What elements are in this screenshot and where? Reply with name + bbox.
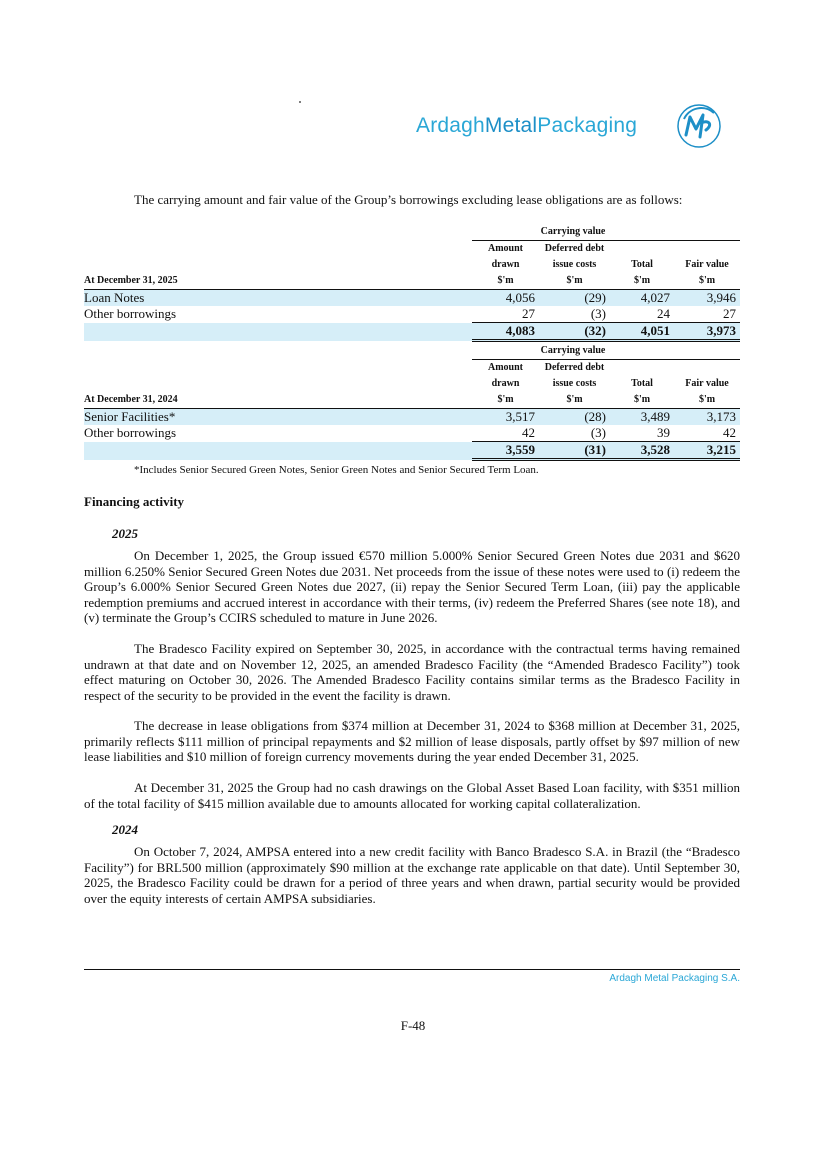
fair-value-rule: [674, 343, 740, 360]
total-value: 3,528: [610, 442, 674, 460]
col-header-deferred-costs: Deferred debt issue costs $'m: [539, 241, 610, 290]
table-row: [84, 409, 740, 426]
logo-wordmark: [416, 114, 637, 138]
paragraph-bradesco-facility: On October 7, 2024, AMPSA entered into a new credit facility with Banco Bradesco S.A. in Brazil (the “Bradesco Facility”) for BRL500 million (approximately $90 million at the exchange rate applicable on that date). Until September 30, 2025, the Bradesco Facility could be drawn for a period of three years and when drawn, partial security would be provided over the equity interests of certain AMPSA subsidiaries.: [84, 844, 740, 906]
cell-value: 42: [472, 425, 539, 442]
paragraph-abl-facility: At December 31, 2025 the Group had no cash drawings on the Global Asset Based Loan facility, with $351 million of the total facility of $415 million available due to amounts allocated for working capital collateralization.: [84, 780, 740, 811]
row-label: Other borrowings: [84, 306, 177, 322]
page-number: F-48: [400, 1018, 426, 1033]
total-value: 4,051: [610, 323, 674, 341]
col-header-total: Total $'m: [610, 241, 674, 290]
col-header-amount-drawn: Amount drawn $'m: [472, 241, 539, 290]
cell-value: 4,027: [610, 290, 674, 307]
cell-value: 3,173: [674, 409, 740, 426]
column-header-row: [84, 241, 740, 290]
cell-value: 39: [610, 425, 674, 442]
logo-mark-icon: [676, 103, 722, 149]
cell-value: 27: [674, 306, 740, 323]
paragraph-notes-issue: On December 1, 2025, the Group issued €570 million 5.000% Senior Secured Green Notes due 2031 and $620 million 6.250% Senior Secured Green Notes due 2031. Net proceeds from the issue of these notes were used to (i) redeem the Group’s 6.000% Senior Secured Green Notes due 2027, (ii) repay the Senior Secured Term Loan, (iii) pay the applicable redemption premiums and accrued interest in accordance with their terms, (iv) redeem the Preferred Shares (see note 18), and (v) terminate the Group’s CCIRS scheduled to mature in June 2026.: [84, 548, 740, 626]
cell-value: 27: [472, 306, 539, 323]
total-row: [84, 442, 740, 460]
as-of-date: At December 31, 2025: [84, 241, 472, 290]
col-header-fair-value: Fair value $'m: [674, 241, 740, 290]
total-value: 3,559: [472, 442, 539, 460]
footer-rule: [84, 969, 740, 970]
cell-value: (3): [539, 306, 610, 323]
logo-word-metal: Metal: [484, 114, 538, 137]
stray-dot: [299, 101, 301, 103]
carrying-value-label: Carrying value: [472, 343, 674, 360]
cell-value: 3,489: [610, 409, 674, 426]
logo-word-packaging: Packaging: [537, 114, 638, 137]
table-row: [84, 306, 740, 323]
col-header-fair-value: Fair value $'m: [674, 360, 740, 409]
logo-mark-letters: MP: [699, 145, 701, 146]
cell-value: 24: [610, 306, 674, 323]
col-header-deferred-costs: Deferred debt issue costs $'m: [539, 360, 610, 409]
cell-value: (3): [539, 425, 610, 442]
cell-value: 3,517: [472, 409, 539, 426]
paragraph-lease-obligations: The decrease in lease obligations from $374 million at December 31, 2024 to $368 million at December 31, 2025, primarily reflects $111 million of principal repayments and $2 million of lease disposals, partly offset by $97 million of new lease liabilities and $10 million of foreign currency movements during the year ended December 31, 2025.: [84, 718, 740, 765]
year-heading-2025: 2025: [112, 526, 138, 541]
cell-value: (29): [539, 290, 610, 307]
year-heading-2024: 2024: [112, 822, 138, 837]
as-of-date: At December 31, 2024: [84, 360, 472, 409]
intro-sentence: The carrying amount and fair value of the Group’s borrowings excluding lease obligations are as follows:: [134, 192, 683, 207]
cell-value: (28): [539, 409, 610, 426]
borrowings-table-2025: [84, 224, 740, 342]
paragraph-bradesco-expiry: The Bradesco Facility expired on September 30, 2025, in accordance with the contractual terms having remained undrawn at that date and on November 12, 2025, an amended Bradesco Facility (the “Amended Bradesco Facility”) took effect maturing on October 30, 2026. The Amended Bradesco Facility contains similar terms as the Bradesco Facility in respect of the security to be provided in the event the facility is drawn.: [84, 641, 740, 703]
total-row: [84, 323, 740, 341]
column-header-row: [84, 360, 740, 409]
cell-value: 4,056: [472, 290, 539, 307]
logo-word-ardagh: Ardagh: [416, 114, 485, 137]
total-value: (31): [539, 442, 610, 460]
section-heading: Financing activity: [84, 494, 185, 509]
table-row: [84, 425, 740, 442]
row-label: Other borrowings: [84, 425, 177, 441]
table-footnote: *Includes Senior Secured Green Notes, Senior Green Notes and Senior Secured Term Loan.: [134, 464, 539, 476]
group-label-row: [84, 343, 740, 360]
row-label: Senior Facilities*: [84, 409, 472, 426]
fair-value-rule: [674, 224, 740, 241]
col-header-total: Total $'m: [610, 360, 674, 409]
total-value: 3,973: [674, 323, 740, 341]
row-label: Loan Notes: [84, 290, 472, 307]
total-value: 3,215: [674, 442, 740, 460]
col-header-amount-drawn: Amount drawn $'m: [472, 360, 539, 409]
borrowings-table-2024: [84, 343, 740, 461]
group-label-row: [84, 224, 740, 241]
cell-value: 42: [674, 425, 740, 442]
table-row: [84, 290, 740, 307]
carrying-value-label: Carrying value: [472, 224, 674, 241]
total-value: (32): [539, 323, 610, 341]
footer-company-name: Ardagh Metal Packaging S.A.: [609, 973, 740, 984]
cell-value: 3,946: [674, 290, 740, 307]
company-logo: [416, 100, 726, 156]
total-value: 4,083: [472, 323, 539, 341]
